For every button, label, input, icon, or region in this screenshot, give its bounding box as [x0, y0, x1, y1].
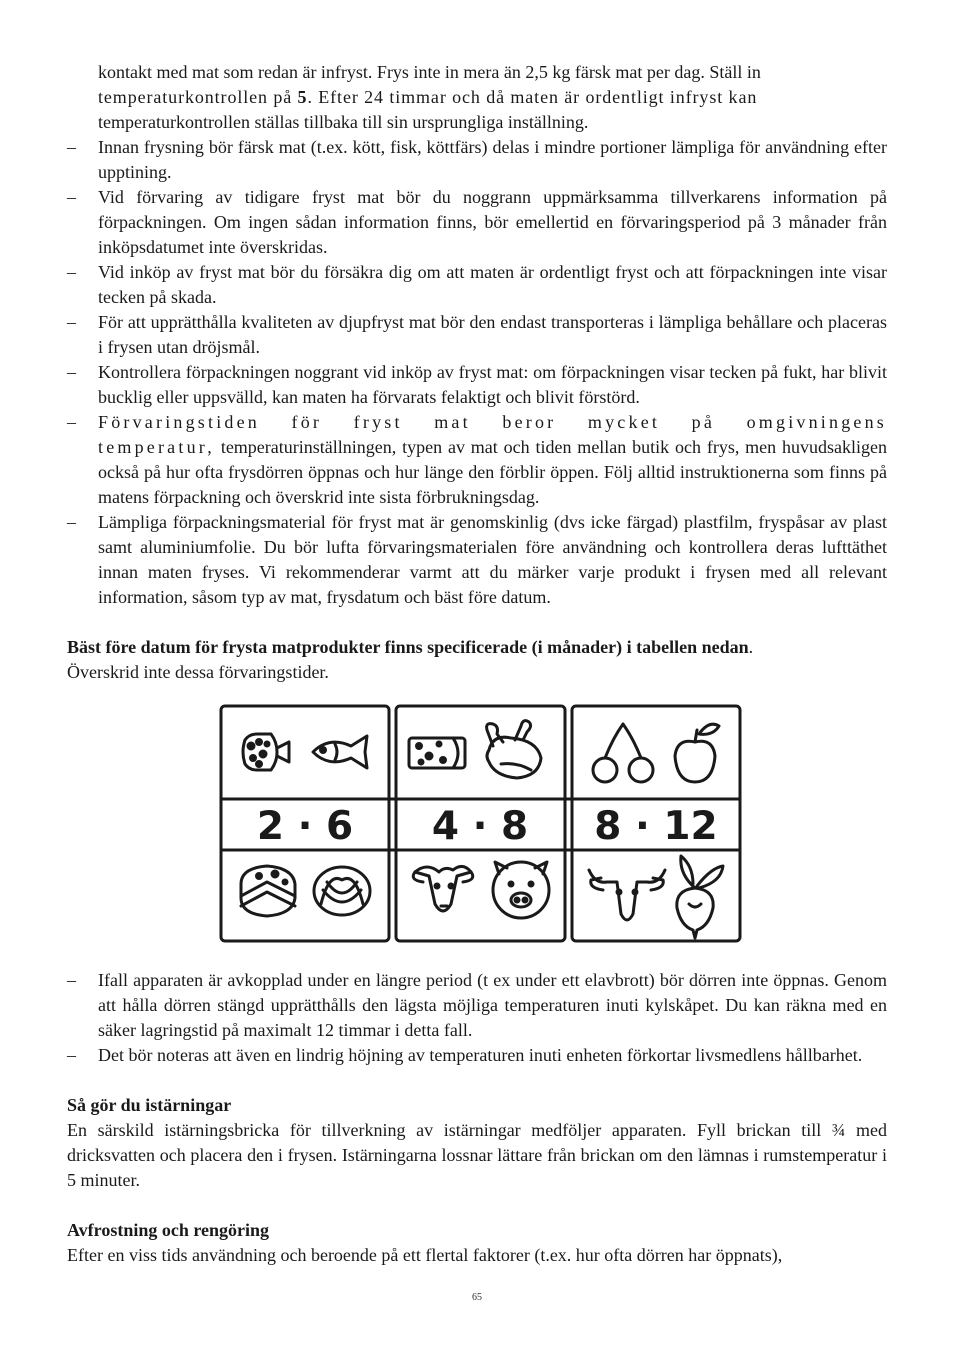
defrost-section [67, 1218, 887, 1268]
continued-line-2-pre: temperaturkontrollen på [98, 87, 298, 107]
cheese-icon [241, 866, 295, 916]
section-heading-ice-cubes: Så gör du istärningar [67, 1095, 232, 1115]
power-outage-list [67, 968, 887, 1068]
list-item-text: Innan frysning bör färsk mat (t.ex. kött, fisk, köttfärs) delas i mindre portioner lämpliga för användning efter upptining. [98, 137, 887, 182]
list-item-text: Kontrollera förpackningen noggrant vid inköp av fryst mat: om förpackningen visar tecken på fukt, har blivit bucklig eller uppsvälld, kan maten ha förvarats felaktigt och blivit förstörd. [98, 362, 887, 407]
ice-cubes-section [67, 1093, 887, 1193]
defrost-body: Efter en viss tids användning och beroende på ett flertal faktorer (t.ex. hur ofta dörren har öppnats), [67, 1245, 783, 1265]
continued-line-2 [98, 85, 887, 110]
list-item [67, 510, 887, 610]
cherries-icon [593, 724, 653, 782]
apple-icon [675, 724, 719, 782]
list-item [67, 185, 887, 260]
page-number: 65 [472, 1292, 482, 1303]
dash-bullet: – [67, 312, 76, 332]
dash-bullet: – [67, 262, 76, 282]
list-item-text: Vid inköp av fryst mat bör du försäkra dig om att maten är ordentligt fryst och att förpackningen inte visar tecken på skada. [98, 262, 887, 307]
best-before-paragraph [67, 635, 887, 685]
dash-bullet: – [67, 1045, 76, 1065]
continued-line-3: temperaturkontrollen ställas tillbaka till sin ursprungliga inställning. [98, 112, 589, 132]
dash-bullet: – [67, 412, 76, 432]
section-heading-defrost: Avfrostning och rengöring [67, 1220, 270, 1240]
salami-icon [409, 738, 465, 768]
ice-cubes-body: En särskild istärningsbricka för tillverkning av istärningar medföljer apparaten. Fyll brickan till ¾ med dricksvatten och placera den i frysen. Istärningarna lossnar lättare från brickan om den lämnas i rumstemperatur i 5 minuter. [67, 1120, 887, 1190]
storage-months-col2: 4 · 8 [431, 804, 529, 849]
storage-time-table [67, 704, 887, 944]
list-item-text-rest: temperaturinställningen, typen av mat och tiden mellan butik och frys, men huvudsakligen också på hur ofta frysdörren öppnas och hur länge den förblir öppen. Följ alltid instruktionerna som finns på matens förpackning och överskrid inte sista förbrukningsdag. [98, 437, 888, 507]
dash-bullet: – [67, 187, 76, 207]
continued-line-1: kontakt med mat som redan är infryst. Frys inte in mera än 2,5 kg färsk mat per dag. Ställ in [98, 62, 761, 82]
list-item-text: Det bör noteras att även en lindrig höjning av temperaturen inuti enheten förkortar livsmedlens hållbarhet. [98, 1045, 863, 1065]
cow-icon [589, 870, 665, 920]
dash-bullet: – [67, 970, 76, 990]
list-item-text: Vid förvaring av tidigare fryst mat bör du noggrann uppmärksamma tillverkarens information på förpackningen. Om ingen sådan information finns, bör emellertid en förvaringsperiod på 3 månader från inköpsdatumet inte överskridas. [98, 187, 887, 257]
list-item [67, 360, 887, 410]
chicken-icon [487, 721, 541, 778]
list-item [67, 410, 887, 510]
list-item-text: Lämpliga förpackningsmaterial för fryst mat är genomskinlig (dvs icke färgad) plastfilm, fryspåsar av plast samt aluminiumfolie. Du bör lufta förvaringsmaterialen före användning och kontrollera deras lufttäthet innan maten fryses. Vi rekommenderar varmt att du märker varje produkt i frysen med all relevant information, såsom typ av mat, frysdatum och bäst före datum. [98, 512, 887, 607]
continued-paragraph [67, 60, 887, 135]
pretzel-icon [314, 867, 370, 915]
manual-page [67, 60, 887, 1268]
list-item [67, 1043, 887, 1068]
temperature-setting-value: 5 [297, 87, 308, 107]
list-item [67, 310, 887, 360]
storage-months-col3: 8 · 12 [594, 804, 718, 849]
beet-icon [677, 856, 723, 938]
list-item-text: För att upprätthålla kvaliteten av djupfryst mat bör den endast transporteras i lämpliga behållare och placeras i frysen utan dröjsmål. [98, 312, 887, 357]
sheep-icon [413, 866, 473, 911]
list-item-text: Ifall apparaten är avkopplad under en längre period (t ex under ett elavbrott) bör dörren inte öppnas. Genom att hålla dörren stängd upprätthålls den lägsta möjliga temperaturen inuti kylskåpet. Du kan räkna med en säker lagringstid på maximalt 12 timmar i detta fall. [98, 970, 887, 1040]
freezing-tips-list [67, 135, 887, 610]
best-before-period: . [748, 637, 754, 657]
best-before-bold: Bäst före datum för frysta matprodukter finns specificerade (i månader) i tabellen nedan [67, 637, 749, 657]
continued-line-2-post: . Efter 24 timmar och då maten är ordentligt infryst kan [307, 87, 758, 107]
dash-bullet: – [67, 512, 76, 532]
sausage-icon [243, 734, 289, 770]
list-item [67, 135, 887, 185]
pig-icon [493, 862, 549, 918]
list-item [67, 260, 887, 310]
list-item [67, 968, 887, 1043]
storage-table-graphic [219, 704, 743, 944]
storage-months-col1: 2 · 6 [256, 804, 354, 849]
best-before-line-2: Överskrid inte dessa förvaringstider. [67, 662, 329, 682]
list-item-text-line1: Förvaringstiden för fryst mat beror mycket på omgivningens temperatur, [98, 412, 887, 457]
fish-icon [313, 736, 367, 768]
dash-bullet: – [67, 362, 76, 382]
dash-bullet: – [67, 137, 76, 157]
